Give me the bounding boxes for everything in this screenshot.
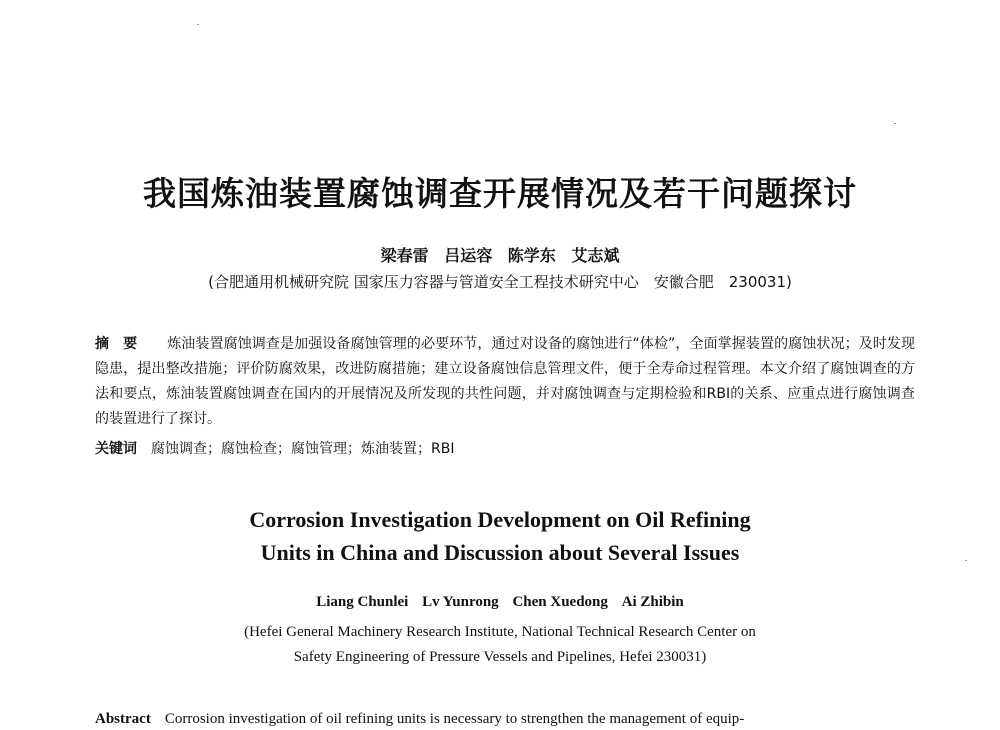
author-name: Liang Chunlei (316, 594, 409, 610)
scan-speck (894, 123, 896, 124)
keyword-separator: ； (417, 441, 431, 457)
author-name: Lv Yunrong (422, 594, 499, 610)
author-name: 吕运容 (444, 246, 493, 265)
affiliation-line: Safety Engineering of Pressure Vessels and Pipelines, Hefei 230031) (293, 649, 707, 665)
abstract-body: Corrosion investigation of oil refining units is necessary to strengthen the management of equip- (164, 711, 745, 727)
author-name: 艾志斌 (571, 246, 620, 265)
keyword-separator: ； (277, 441, 291, 457)
author-name: 梁春雷 (380, 246, 429, 265)
chinese-keywords (95, 437, 915, 462)
chinese-affiliation: (合肥通用机械研究院 国家压力容器与管道安全工程技术研究中心 安徽合肥 230031) (208, 273, 792, 291)
abstract-label: 摘要 (95, 336, 152, 352)
english-affiliation (0, 620, 1000, 670)
english-title-line: Corrosion Investigation Development on Oil Refining (249, 507, 751, 532)
keyword-separator: ； (207, 441, 221, 457)
keyword: 腐蚀检查 (221, 441, 277, 457)
author-name: 陈学东 (507, 246, 556, 265)
chinese-abstract (95, 332, 915, 432)
scan-speck (197, 24, 199, 25)
chinese-authors (0, 243, 1000, 266)
keyword: 腐蚀调查 (151, 441, 207, 457)
affiliation-line: (Hefei General Machinery Research Institute, National Technical Research Center on (244, 624, 756, 640)
author-name: Ai Zhibin (621, 594, 684, 610)
author-name: Chen Xuedong (512, 594, 608, 610)
chinese-title: 我国炼油装置腐蚀调查开展情况及若干问题探讨 (143, 174, 857, 213)
english-title (0, 503, 1000, 569)
english-title-line: Units in China and Discussion about Several Issues (260, 540, 740, 565)
keywords-label: 关键词 (95, 441, 137, 457)
english-abstract (95, 708, 925, 730)
keyword: 炼油装置 (361, 441, 417, 457)
abstract-label: Abstract (95, 711, 151, 727)
keyword: RBI (431, 441, 455, 457)
keyword-separator: ； (347, 441, 361, 457)
keyword: 腐蚀管理 (291, 441, 347, 457)
english-authors (0, 594, 1000, 611)
abstract-body: 炼油装置腐蚀调查是加强设备腐蚀管理的必要环节，通过对设备的腐蚀进行“体检”，全面掌握装置的腐蚀状况；及时发现隐患，提出整改措施；评价防腐效果，改进防腐措施；建立设备腐蚀信息管理文件，便于全寿命过程管理。本文介绍了腐蚀调查的方法和要点，炼油装置腐蚀调查在国内的开展情况及所发现的共性问题，并对腐蚀调查与定期检验和RBI的关系、应重点进行腐蚀调查的装置进行了探讨。 (95, 336, 915, 427)
